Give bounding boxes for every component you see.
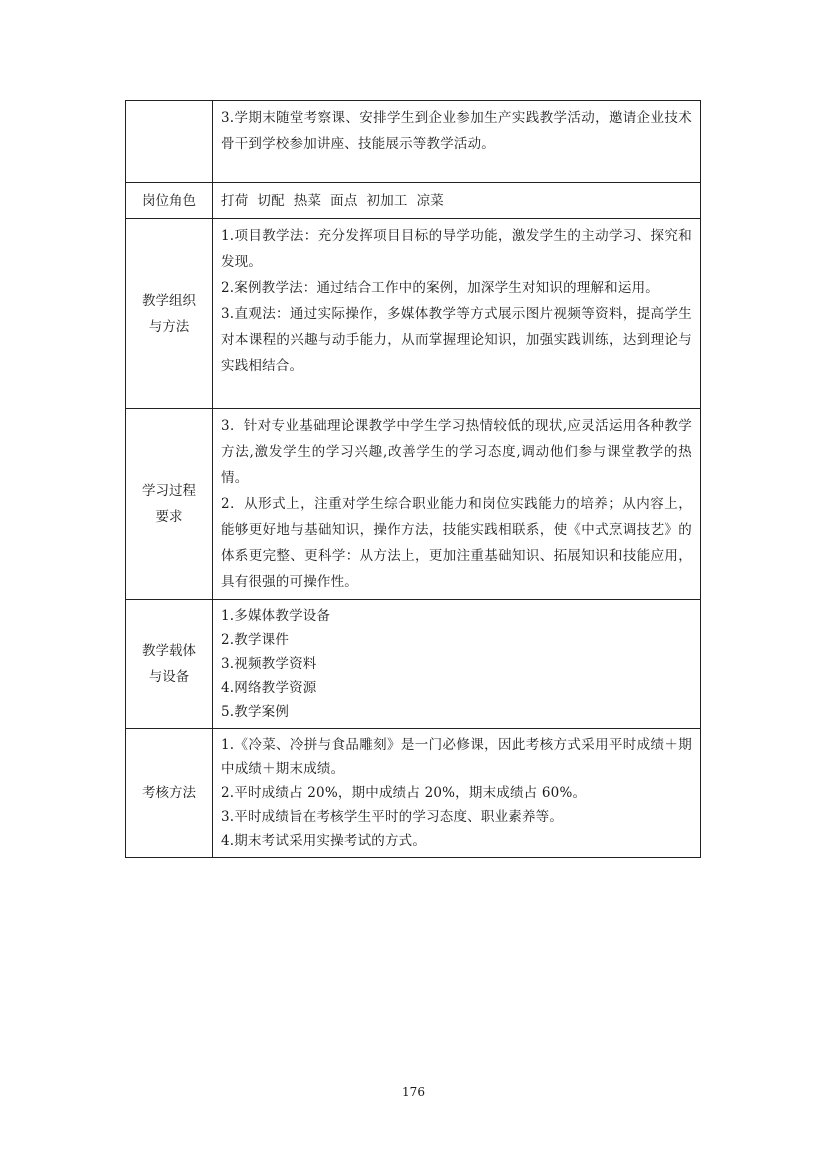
row-label-empty (126, 101, 213, 183)
content-line: 4.期末考试采用实操考试的方式。 (221, 833, 427, 849)
content-line: 3.视频教学资料 (221, 656, 317, 672)
content-line: 5.教学案例 (221, 704, 290, 720)
content-line: 2．从形式上，注重对学生综合职业能力和岗位实践能力的培养；从内容上，能够更好地与基础知识，操作方法，技能实践相联系，使《中式烹调技艺》的体系更完整、更科学：从方法上，更加注重基础知识、拓展知识和技能应用，具有很强的可操作性。 (221, 496, 692, 590)
row-content-equipment (213, 600, 701, 729)
content-line: 1.多媒体教学设备 (221, 608, 331, 624)
label-line: 教学组织 (142, 292, 196, 309)
row-label-equipment (126, 600, 213, 729)
course-info-table (125, 100, 701, 858)
row-label-process (126, 409, 213, 600)
row-label-assessment: 考核方法 (126, 729, 213, 858)
table-row-roles (126, 183, 701, 219)
row-content-assessment (213, 729, 701, 858)
table-row-equipment (126, 600, 701, 729)
label-line: 教学载体 (142, 643, 196, 659)
table-row-process (126, 409, 701, 600)
content-line: 1.《冷菜、冷拼与食品雕刻》是一门必修课，因此考核方式采用平时成绩＋期中成绩＋期末成绩。 (221, 737, 692, 777)
content-line: 3．针对专业基础理论课教学中学生学习热情较低的现状,应灵活运用各种教学方法,激发学生的学习兴趣,改善学生的学习态度,调动他们参与课堂教学的热情。 (221, 418, 692, 486)
label-line: 学习过程 (142, 483, 196, 499)
row-content-roles (213, 183, 701, 219)
row-content-organization (213, 219, 701, 409)
content-line: 1.项目教学法：充分发挥项目目标的导学功能，激发学生的主动学习、探究和发现。 (221, 228, 692, 270)
content-line: 3.平时成绩旨在考核学生平时的学习态度、职业素养等。 (221, 809, 564, 825)
table-row-organization (126, 219, 701, 409)
content-line: 打荷 切配 热菜 面点 初加工 凉菜 (221, 192, 445, 209)
content-line: 2.案例教学法：通过结合工作中的案例，加深学生对知识的理解和运用。 (221, 280, 659, 296)
label-line: 与方法 (148, 318, 190, 335)
label-line: 要求 (155, 509, 183, 525)
table-row-activities (126, 101, 701, 183)
page-number: 176 (402, 1085, 425, 1099)
content-line: 3.直观法：通过实际操作，多媒体教学等方式展示图片视频等资料，提高学生对本课程的兴趣与动手能力，从而掌握理论知识，加强实践训练，达到理论与实践相结合。 (221, 306, 692, 374)
label-line: 与设备 (148, 669, 190, 685)
row-content-process (213, 409, 701, 600)
content-line: 4.网络教学资源 (221, 680, 317, 696)
content-line: 3.学期末随堂考察课、安排学生到企业参加生产实践教学活动，邀请企业技术骨干到学校参加讲座、技能展示等教学活动。 (221, 110, 692, 152)
table-row-assessment (126, 729, 701, 858)
content-line: 2.教学课件 (221, 632, 290, 648)
content-line: 2.平时成绩占 20%，期中成绩占 20%，期末成绩占 60%。 (221, 785, 587, 801)
row-content-activities (213, 101, 701, 183)
row-label-organization (126, 219, 213, 409)
row-label-roles: 岗位角色 (126, 183, 213, 219)
